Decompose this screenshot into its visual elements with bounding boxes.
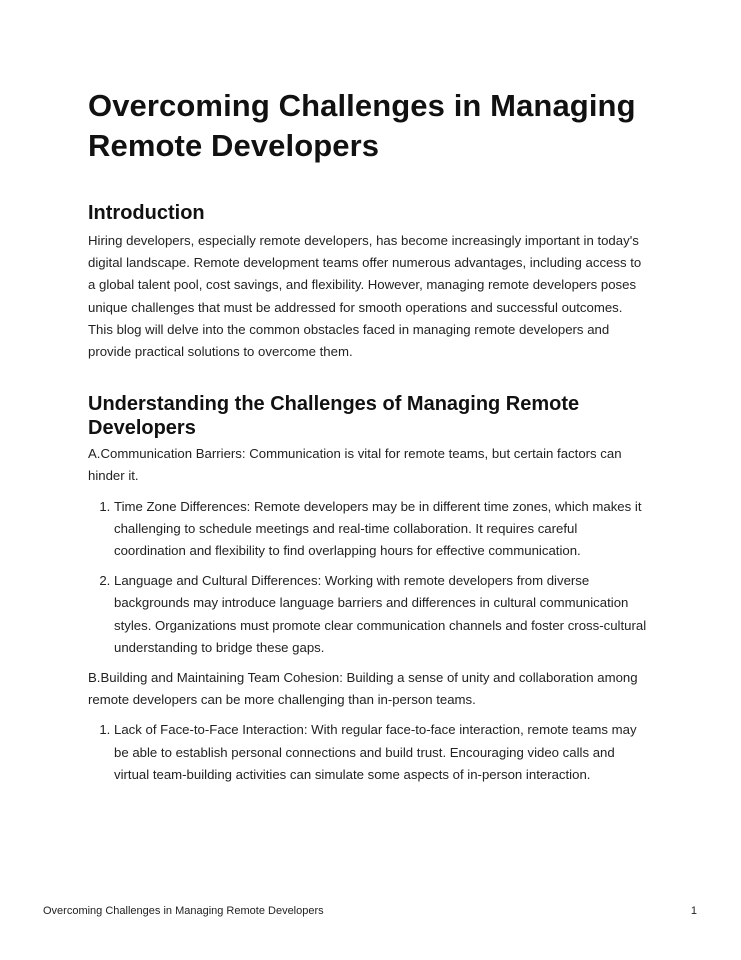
introduction-paragraph: Hiring developers, especially remote developers, has become increasingly important in today's digital landscape. Remote development teams offer numerous advantages, including access to a global talent pool, cost savings, and flexibility. However, managing remote developers poses unique challenges that must be addressed for smooth operations and successful outcomes. This blog will delve into the common obstacles faced in managing remote developers and provide practical solutions to overcome them.: [88, 233, 642, 360]
document-title: Overcoming Challenges in Managing Remote Developers: [88, 88, 636, 163]
footer-title: Overcoming Challenges in Managing Remote Developers: [43, 905, 324, 917]
team-cohesion-paragraph: B.Building and Maintaining Team Cohesion: Building a sense of unity and collaboration among remote developers can be more challenging than in-person teams.: [88, 670, 638, 708]
list-item: 1. Time Zone Differences: Remote developers may be in different time zones, which makes it challenging to schedule meetings and real-time collaboration. It requires careful coordination and flexibility to find overlapping hours for effective communication.: [114, 496, 650, 563]
list-item: 2. Language and Cultural Differences: Working with remote developers from diverse backgrounds may introduce language barriers and differences in cultural communication styles. Organizations must promote clear communication channels and foster cross-cultural understanding to bridge these gaps.: [114, 570, 650, 659]
communication-barriers-paragraph: A.Communication Barriers: Communication is vital for remote teams, but certain factors can hinder it.: [88, 446, 622, 484]
introduction-heading: Introduction: [88, 202, 205, 224]
team-cohesion-list: [88, 719, 650, 786]
communication-barriers-list: [88, 496, 650, 659]
understanding-heading: Understanding the Challenges of Managing Remote Developers: [88, 393, 580, 440]
page-content: [88, 86, 650, 786]
footer-page-number: 1: [690, 905, 697, 917]
list-item: 1. Lack of Face-to-Face Interaction: With regular face-to-face interaction, remote teams may be able to establish personal connections and build trust. Encouraging video calls and virtual team-building activities can simulate some aspects of in-person interaction.: [114, 719, 650, 786]
